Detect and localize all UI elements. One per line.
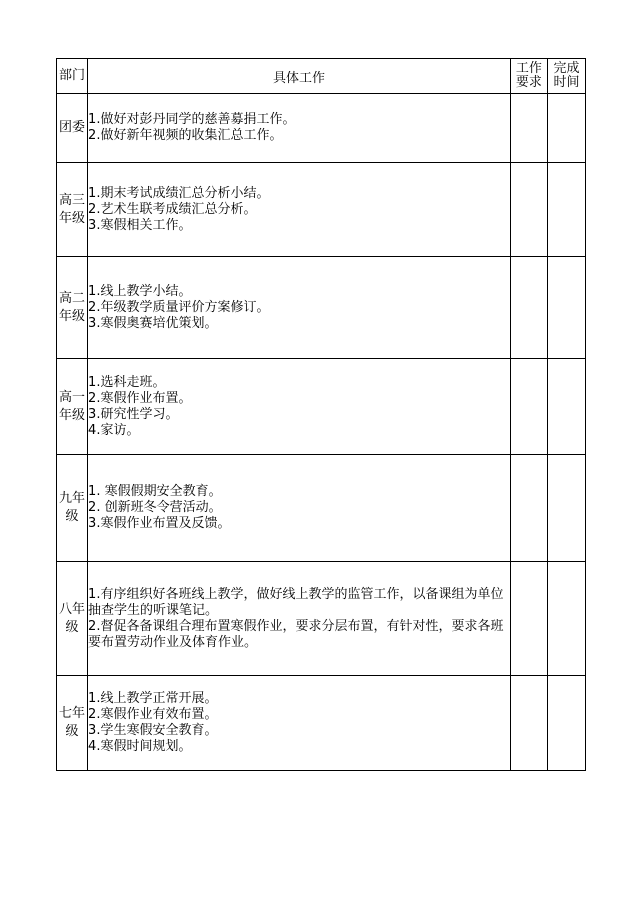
completion-cell	[547, 163, 585, 257]
work-item: 3.寒假相关工作。	[88, 217, 192, 233]
work-cell	[88, 359, 511, 455]
work-item: 1.线上教学小结。	[88, 283, 192, 299]
work-item: 4.寒假时间规划。	[88, 739, 192, 754]
work-item: 1.选科走班。	[88, 374, 166, 390]
header-completion: 完成时间	[547, 59, 585, 94]
work-item: 3.寒假奥赛培优策划。	[88, 315, 218, 331]
dept-cell: 九年级	[57, 455, 88, 562]
header-row	[57, 59, 586, 94]
completion-cell	[547, 455, 585, 562]
header-dept: 部门	[57, 59, 88, 94]
work-item: 1.线上教学正常开展。	[88, 691, 218, 706]
work-item: 1.做好对彭丹同学的慈善募捐工作。	[88, 112, 296, 127]
dept-cell: 八年级	[57, 562, 88, 676]
completion-cell	[547, 676, 585, 771]
requirement-cell	[510, 163, 547, 257]
header-requirement: 工作要求	[510, 59, 547, 94]
work-item: 2.督促各备课组合理布置寒假作业，要求分层布置，有针对性，要求各班要布置劳动作业及体育作业。	[88, 618, 504, 650]
table-row	[57, 676, 586, 771]
table-row	[57, 257, 586, 359]
completion-cell	[547, 257, 585, 359]
work-item: 2.寒假作业有效布置。	[88, 707, 218, 722]
completion-cell	[547, 562, 585, 676]
work-item: 2.年级教学质量评价方案修订。	[88, 299, 270, 315]
requirement-cell	[510, 94, 547, 163]
work-cell	[88, 676, 511, 771]
work-item: 3.学生寒假安全教育。	[88, 723, 218, 738]
requirement-cell	[510, 455, 547, 562]
completion-cell	[547, 94, 585, 163]
work-item: 4.家访。	[88, 422, 140, 438]
work-cell	[88, 94, 511, 163]
work-item: 2.寒假作业布置。	[88, 390, 192, 406]
table-row	[57, 359, 586, 455]
requirement-cell	[510, 359, 547, 455]
requirement-cell	[510, 676, 547, 771]
work-cell	[88, 163, 511, 257]
work-item: 3.寒假作业布置及反馈。	[88, 516, 231, 531]
dept-cell: 团委	[57, 94, 88, 163]
table-row	[57, 455, 586, 562]
work-item: 2.艺术生联考成绩汇总分析。	[88, 201, 257, 217]
work-item: 2. 创新班冬令营活动。	[88, 500, 222, 515]
work-cell	[88, 562, 511, 676]
dept-cell: 高三年级	[57, 163, 88, 257]
table-row	[57, 562, 586, 676]
work-cell	[88, 455, 511, 562]
requirement-cell	[510, 257, 547, 359]
work-item: 3.研究性学习。	[88, 406, 179, 422]
requirement-cell	[510, 562, 547, 676]
completion-cell	[547, 359, 585, 455]
work-plan-table	[56, 58, 586, 771]
work-item: 1. 寒假假期安全教育。	[88, 484, 222, 499]
table-row	[57, 163, 586, 257]
work-item: 1.期末考试成绩汇总分析小结。	[88, 185, 270, 201]
dept-cell: 高二年级	[57, 257, 88, 359]
header-work: 具体工作	[88, 59, 511, 94]
work-item: 2.做好新年视频的收集汇总工作。	[88, 128, 283, 143]
work-item: 1.有序组织好各班线上教学，做好线上教学的监管工作，以备课组为单位抽查学生的听课笔记。	[88, 586, 504, 618]
table-row	[57, 94, 586, 163]
dept-cell: 高一年级	[57, 359, 88, 455]
dept-cell: 七年级	[57, 676, 88, 771]
work-cell	[88, 257, 511, 359]
